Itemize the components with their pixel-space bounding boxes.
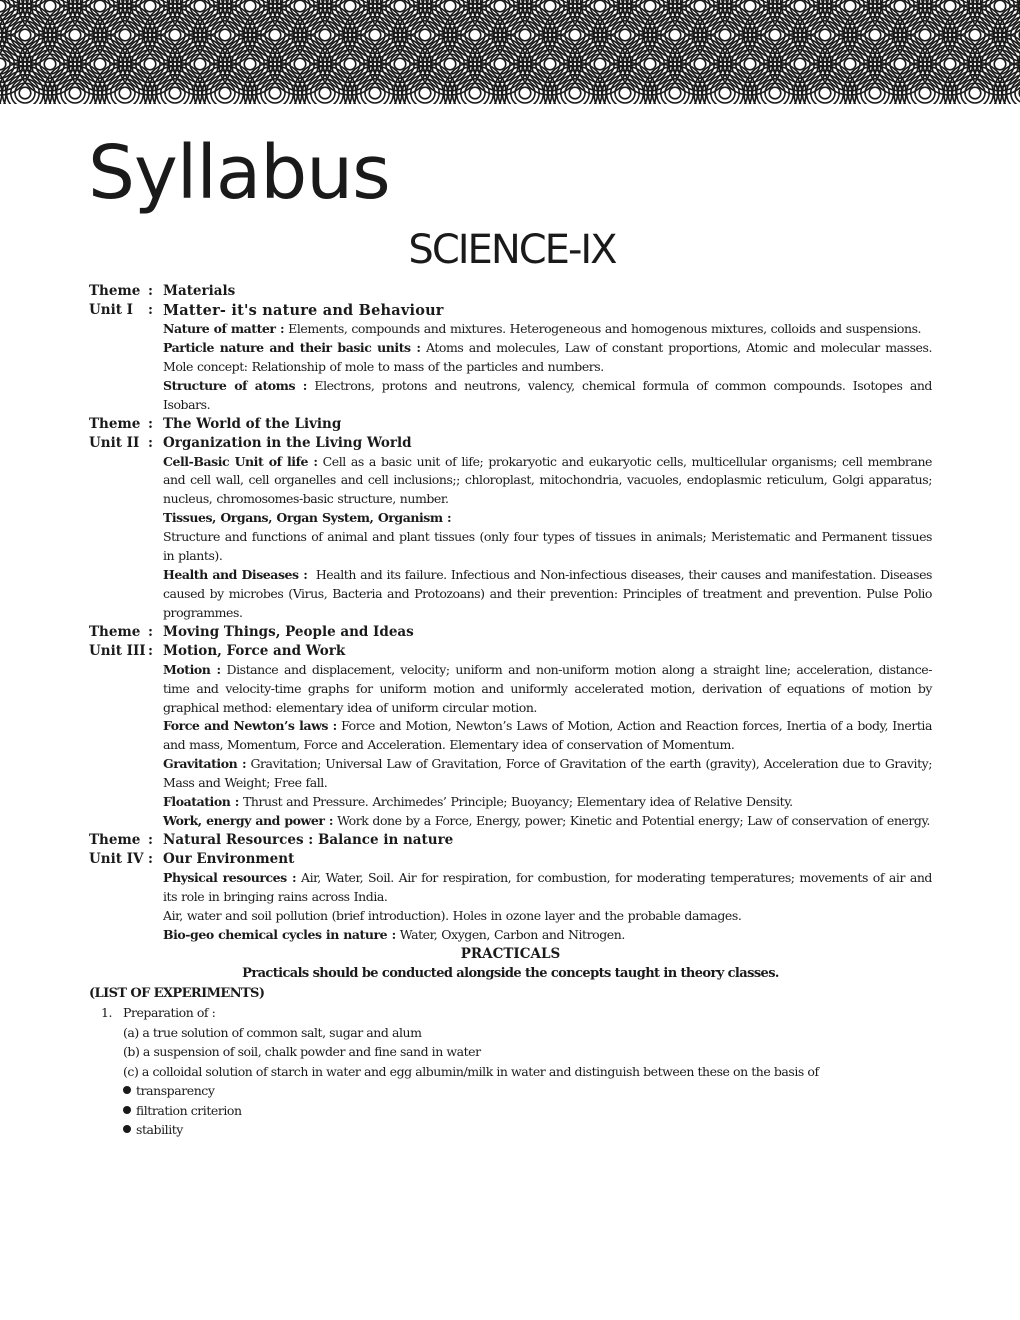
topic-label: Cell-Basic Unit of life : <box>163 453 318 469</box>
colon: : <box>148 283 153 299</box>
theme-row <box>89 415 932 434</box>
topic-label: Force and Newton’s laws : <box>163 718 337 734</box>
theme-label: Theme <box>89 415 141 432</box>
colon: : <box>148 302 153 318</box>
practicals-heading: PRACTICALS <box>460 946 561 963</box>
topic-text: Air, water and soil pollution (brief introduction). Holes in ozone layer and the probable damages. <box>163 907 742 923</box>
topic-text: Electrons, protons and neutrons, valency, chemical formula of common compounds. Isotopes and Isobars. <box>163 377 932 412</box>
topic-label: Bio-geo chemical cycles in nature : <box>163 926 396 942</box>
colon: : <box>148 831 153 848</box>
topic-text: Cell as a basic unit of life; prokaryotic and eukaryotic cells, multicellular organisms; cell membrane and cell wall, cell organelles and cell inclusions;; chloroplast, mitochondria, vacuoles, endoplasmic reticulum, Golgi apparatus; nucleus, chromosomes-basic structure, number. <box>163 453 932 507</box>
item-text: Preparation of : <box>123 1005 216 1021</box>
unit-title: Motion, Force and Work <box>163 642 346 659</box>
topic-paragraph <box>163 339 932 377</box>
bullet-icon <box>123 1086 131 1094</box>
colon: : <box>148 850 153 867</box>
colon: : <box>148 623 153 640</box>
topic-text: Work done by a Force, Energy, power; Kinetic and Potential energy; Law of conservation of energy. <box>337 812 930 828</box>
colon: : <box>148 415 153 432</box>
unit-title: Our Environment <box>163 850 295 867</box>
topic-label: Structure of atoms : <box>163 377 307 393</box>
unit-row <box>89 850 932 869</box>
theme-row <box>89 623 932 642</box>
topic-paragraph <box>163 907 932 926</box>
theme-label: Theme <box>89 623 141 640</box>
unit-row <box>89 434 932 453</box>
topic-label: Motion : <box>163 661 221 677</box>
item-text: transparency <box>136 1083 215 1099</box>
topic-text: Thrust and Pressure. Archimedes’ Principle; Buoyancy; Elementary idea of Relative Density. <box>242 794 793 810</box>
topic-heading <box>163 509 932 528</box>
topic-label: Physical resources : <box>163 869 297 885</box>
page-subtitle: SCIENCE-IX <box>408 227 616 273</box>
topic-paragraph <box>163 453 932 510</box>
list-item <box>89 1003 932 1023</box>
topic-label: Floatation : <box>163 794 239 810</box>
unit-label: Unit III <box>89 642 146 659</box>
topic-label: Gravitation : <box>163 756 247 772</box>
experiments-list-heading: (LIST OF EXPERIMENTS) <box>89 986 265 1002</box>
topic-paragraph <box>163 320 932 339</box>
topic-paragraph <box>163 869 932 907</box>
unit-row <box>89 642 932 661</box>
topic-paragraph <box>163 528 932 566</box>
unit-title: Matter- it's nature and Behaviour <box>163 302 444 319</box>
theme-value: Moving Things, People and Ideas <box>163 623 414 640</box>
topic-text: Gravitation; Universal Law of Gravitation, Force of Gravitation of the earth (gravity), Acceleration due to Gravity; Mass and Weight; Free fall. <box>163 756 933 791</box>
topic-paragraph <box>163 926 932 945</box>
topic-text: Atoms and molecules, Law of constant proportions, Atomic and molecular masses. Mole concept: Relationship of mole to mass of the particles and numbers. <box>163 339 932 374</box>
list-item: (c) a colloidal solution of starch in water and egg albumin/milk in water and distinguish between these on the basis of <box>123 1063 819 1079</box>
topic-text: Distance and displacement, velocity; uniform and non-uniform motion along a straight line; acceleration, distance-time and velocity-time graphs for uniform motion and uniformly accelerated motion, derivation of equations of motion by graphical method: elementary idea of uniform circular motion. <box>163 661 932 715</box>
topic-label: Work, energy and power : <box>163 812 334 828</box>
topic-paragraph <box>163 755 932 793</box>
topic-label: Nature of matter : <box>163 321 285 336</box>
pattern-svg <box>0 0 1020 104</box>
unit-row <box>89 301 932 320</box>
topic-paragraph <box>163 717 932 755</box>
page-title: Syllabus <box>88 130 390 216</box>
topic-paragraph <box>163 812 932 831</box>
topic-label: Tissues, Organs, Organ System, Organism : <box>163 510 452 526</box>
unit-title: Organization in the Living World <box>163 434 412 451</box>
list-item <box>89 1081 932 1101</box>
item-text: filtration criterion <box>136 1102 242 1118</box>
topic-text: Water, Oxygen, Carbon and Nitrogen. <box>399 926 625 942</box>
topic-paragraph <box>163 793 932 812</box>
unit-label: Unit I <box>89 302 133 318</box>
list-item <box>89 1120 932 1140</box>
item-text: stability <box>136 1122 183 1138</box>
syllabus-content <box>89 282 932 1140</box>
topic-paragraph <box>163 566 932 623</box>
topic-text: Air, Water, Soil. Air for respiration, for combustion, for moderating temperatures; movements of air and its role in bringing rains across India. <box>163 869 932 904</box>
unit-label: Unit II <box>89 434 140 451</box>
list-item: (b) a suspension of soil, chalk powder and fine sand in water <box>123 1044 481 1060</box>
topic-label: Health and Diseases : <box>163 566 308 582</box>
theme-label: Theme <box>89 283 141 299</box>
theme-row <box>89 282 932 301</box>
colon: : <box>148 434 153 451</box>
topic-text: Force and Motion, Newton’s Laws of Motion, Action and Reaction forces, Inertia of a body, Inertia and mass, Momentum, Force and Acceleration. Elementary idea of conservation of Momentum. <box>163 718 932 753</box>
theme-value: The World of the Living <box>163 415 342 432</box>
theme-row <box>89 831 932 850</box>
list-item <box>89 1101 932 1121</box>
topic-text: Elements, compounds and mixtures. Heterogeneous and homogenous mixtures, colloids and suspensions. <box>288 321 922 336</box>
theme-value: Natural Resources : Balance in nature <box>163 831 454 848</box>
theme-value: Materials <box>163 283 236 299</box>
bullet-icon <box>123 1125 131 1133</box>
bullet-icon <box>123 1106 131 1114</box>
unit-label: Unit IV <box>89 850 144 867</box>
topic-text: Structure and functions of animal and plant tissues (only four types of tissues in animals; Meristematic and Permanent tissues in plants). <box>163 529 932 564</box>
practicals-note: Practicals should be conducted alongside the concepts taught in theory classes. <box>242 966 779 982</box>
list-item: (a) a true solution of common salt, sugar and alum <box>123 1024 422 1040</box>
topic-paragraph <box>163 377 932 415</box>
topic-paragraph <box>163 661 932 718</box>
topic-label: Particle nature and their basic units : <box>163 339 421 355</box>
decorative-pattern-banner <box>0 0 1020 104</box>
colon: : <box>148 642 153 659</box>
item-number: 1. <box>101 1005 113 1021</box>
topic-text: Health and its failure. Infectious and Non-infectious diseases, their causes and manifestation. Diseases caused by microbes (Virus, Bacteria and Protozoans) and their prevention: Principles of treatment and prevention. Pulse Polio programmes. <box>163 566 933 620</box>
theme-label: Theme <box>89 831 141 848</box>
